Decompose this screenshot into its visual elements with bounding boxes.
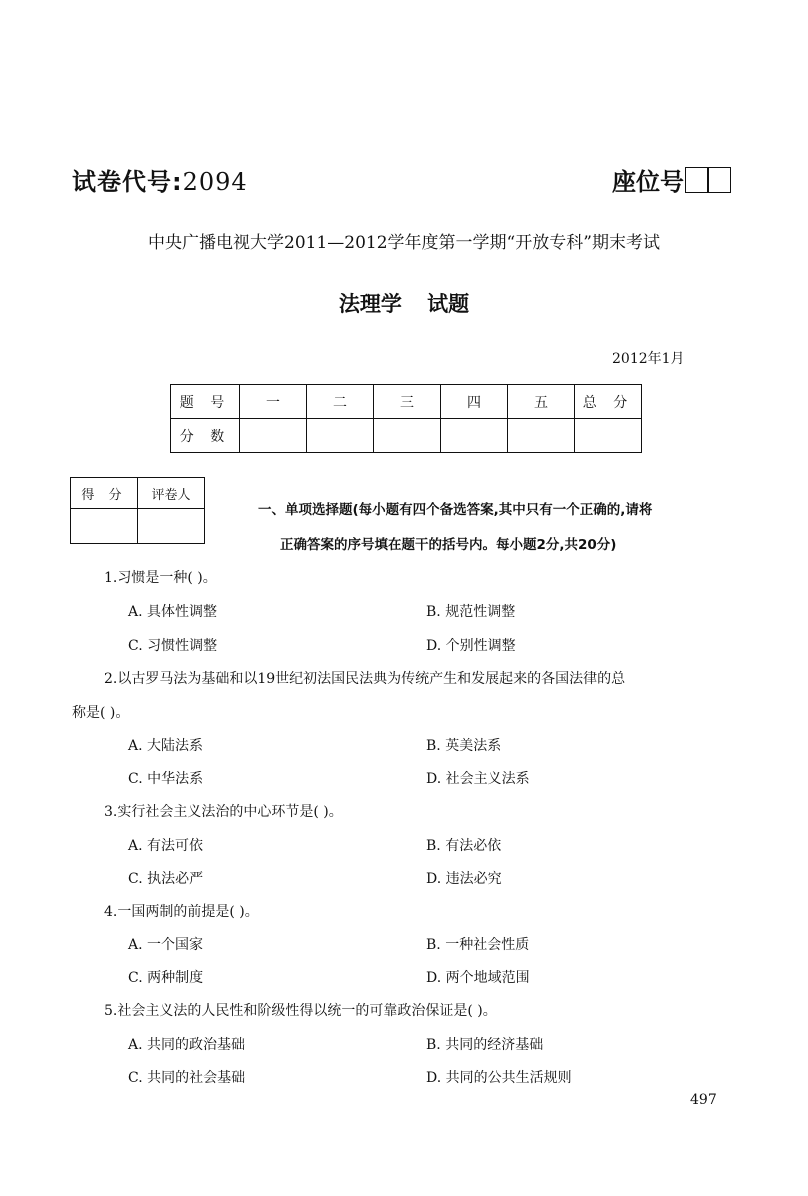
question-1-option-d: D. 个别性调整: [426, 638, 516, 654]
question-3-stem: 3.实行社会主义法治的中心环节是( )。: [104, 804, 343, 820]
score-cell: 一: [240, 385, 307, 419]
question-2-option-b: B. 英美法系: [426, 738, 502, 754]
score-cell-blank: [240, 419, 307, 453]
question-5-option-a: A. 共同的政治基础: [128, 1037, 246, 1053]
seat-number: [612, 162, 731, 197]
score-cell-blank: [575, 419, 642, 453]
score-cell: 题 号: [171, 385, 240, 419]
question-1-stem: 1.习惯是一种( )。: [104, 570, 217, 586]
question-2-option-a: A. 大陆法系: [128, 738, 204, 754]
question-2-stem-line2: 称是( )。: [72, 705, 130, 721]
score-cell: 二: [307, 385, 374, 419]
page-number: 497: [690, 1092, 717, 1108]
question-1-option-a: A. 具体性调整: [128, 604, 218, 620]
exam-code: [72, 162, 248, 197]
question-2-option-c: C. 中华法系: [128, 771, 204, 787]
question-3-option-a: A. 有法可依: [128, 838, 204, 854]
seat-box-2: [707, 167, 731, 193]
score-cell: 五: [508, 385, 575, 419]
question-4-option-d: D. 两个地域范围: [426, 970, 530, 986]
question-4-option-a: A. 一个国家: [128, 937, 204, 953]
score-cell: 四: [441, 385, 508, 419]
question-2-stem-line1: 2.以古罗马法为基础和以19世纪初法国民法典为传统产生和发展起来的各国法律的总: [104, 671, 626, 687]
grader-name-label: 评卷人: [138, 478, 205, 509]
score-table: [170, 384, 642, 453]
question-4-option-c: C. 两种制度: [128, 970, 204, 986]
subject-title: 法理学 试题: [338, 292, 470, 316]
score-cell-blank: [374, 419, 441, 453]
question-5-option-c: C. 共同的社会基础: [128, 1070, 246, 1086]
question-3-option-d: D. 违法必究: [426, 871, 502, 887]
score-cell-blank: [508, 419, 575, 453]
question-2-option-d: D. 社会主义法系: [426, 771, 530, 787]
exam-date: 2012年1月: [612, 351, 685, 367]
grader-score-blank: [71, 509, 138, 544]
seat-number-label: 座位号: [612, 168, 684, 196]
grader-score-label: 得 分: [71, 478, 138, 509]
score-cell: 三: [374, 385, 441, 419]
score-table-value-row: [171, 419, 642, 453]
question-3-option-b: B. 有法必依: [426, 838, 502, 854]
seat-box-1: [685, 167, 709, 193]
question-4-option-b: B. 一种社会性质: [426, 937, 530, 953]
question-3-option-c: C. 执法必严: [128, 871, 204, 887]
university-line: 中央广播电视大学2011—2012学年度第一学期“开放专科”期末考试: [148, 233, 660, 253]
section-heading-line1: 一、单项选择题(每小题有四个备选答案,其中只有一个正确的,请将: [258, 502, 653, 518]
score-table-header-row: [171, 385, 642, 419]
score-cell: 分 数: [171, 419, 240, 453]
score-cell: 总 分: [575, 385, 642, 419]
seat-number-boxes: [686, 167, 731, 193]
grader-table: [70, 477, 205, 544]
score-cell-blank: [307, 419, 374, 453]
question-4-stem: 4.一国两制的前提是( )。: [104, 904, 259, 920]
question-1-option-b: B. 规范性调整: [426, 604, 516, 620]
exam-code-number: 2094: [182, 168, 248, 196]
question-5-stem: 5.社会主义法的人民性和阶级性得以统一的可靠政治保证是( )。: [104, 1003, 497, 1019]
grader-name-blank: [138, 509, 205, 544]
question-1-option-c: C. 习惯性调整: [128, 638, 218, 654]
question-5-option-d: D. 共同的公共生活规则: [426, 1070, 572, 1086]
exam-code-label: 试卷代号:: [72, 168, 183, 196]
section-heading-line2: 正确答案的序号填在题干的括号内。每小题2分,共20分): [280, 537, 617, 553]
score-cell-blank: [441, 419, 508, 453]
question-5-option-b: B. 共同的经济基础: [426, 1037, 544, 1053]
